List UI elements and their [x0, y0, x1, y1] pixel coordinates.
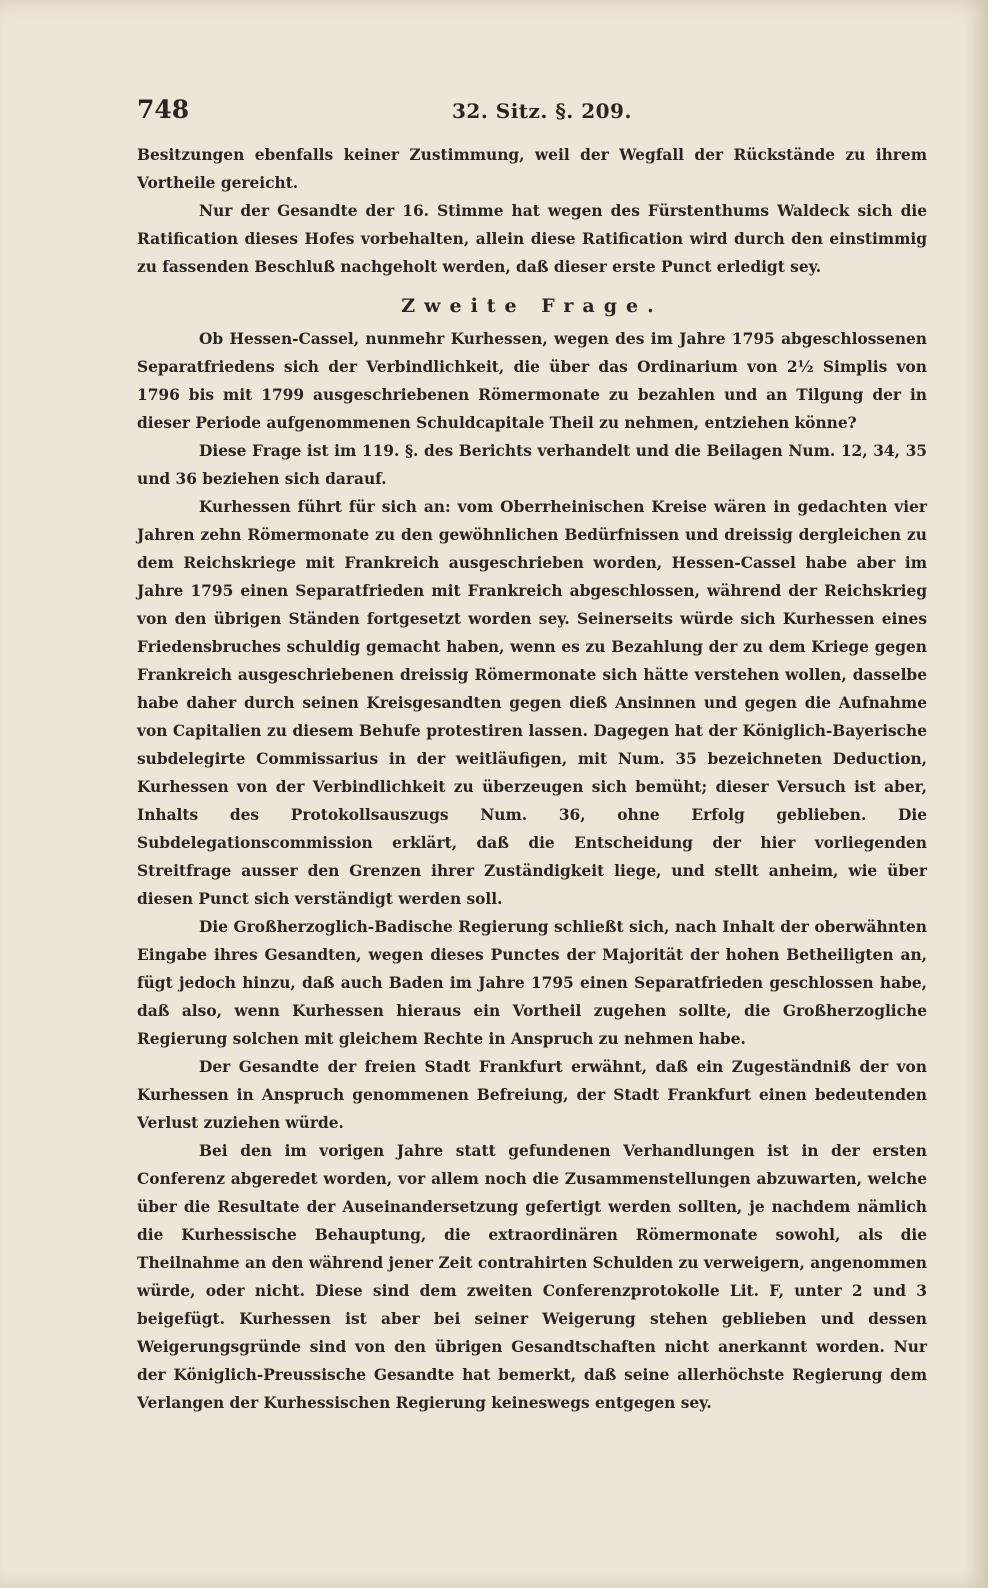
- paragraph-question: Ob Hessen-Cassel, nunmehr Kurhessen, wegen des im Jahre 1795 abgeschlossenen Separatfriedens sich der Verbindlichkeit, die über das Ordinarium von 2½ Simplis von 1796 bis mit 1799 ausgeschriebenen Römermonate zu bezahlen und an Tilgung der in dieser Periode aufgenommenen Schuldcapitale Theil zu nehmen, entziehen könne?: [137, 330, 927, 432]
- paragraph: Diese Frage ist im 119. §. des Berichts verhandelt und die Beilagen Num. 12, 34, 35 und 36 beziehen sich darauf.: [137, 442, 927, 488]
- page-body: [137, 141, 927, 1417]
- page-header: [137, 95, 927, 127]
- running-head: 32. Sitz. §. 209.: [452, 99, 632, 123]
- section-heading: Zweite Frage.: [401, 295, 663, 317]
- paragraph: Nur der Gesandte der 16. Stimme hat wegen des Fürstenthums Waldeck sich die Ratification dieses Hofes vorbehalten, allein diese Ratification wird durch den einstimmig zu fassenden Beschluß nachgeholt werden, daß dieser erste Punct erledigt sey.: [137, 202, 927, 276]
- paragraph: Bei den im vorigen Jahre statt gefundenen Verhandlungen ist in der ersten Conferenz abgeredet worden, vor allem noch die Zusammenstellungen abzuwarten, welche über die Resultate der Auseinandersetzung gefertigt werden sollten, je nachdem nämlich die Kurhessische Behauptung, die extraordinären Römermonate sowohl, als die Theilnahme an den während jener Zeit contrahirten Schulden zu verweigern, angenommen würde, oder nicht. Diese sind dem zweiten Conferenzprotokolle Lit. F, unter 2 und 3 beigefügt. Kurhessen ist aber bei seiner Weigerung stehen geblieben und dessen Weigerungsgründe sind von den übrigen Gesandtschaften nicht anerkannt worden. Nur der Königlich-Preussische Gesandte hat bemerkt, daß seine allerhöchste Regierung dem Verlangen der Kurhessischen Regierung keineswegs entgegen sey.: [137, 1142, 927, 1412]
- page-number: 748: [137, 95, 190, 124]
- paragraph: Die Großherzoglich-Badische Regierung schließt sich, nach Inhalt der oberwähnten Eingabe ihres Gesandten, wegen dieses Punctes der Majorität der hohen Betheiligten an, fügt jedoch hinzu, daß auch Baden im Jahre 1795 einen Separatfrieden geschlossen habe, daß also, wenn Kurhessen hieraus ein Vortheil zugehen sollte, die Großherzogliche Regierung solchen mit gleichem Rechte in Anspruch zu nehmen habe.: [137, 918, 927, 1048]
- paragraph-continuation: Besitzungen ebenfalls keiner Zustimmung, weil der Wegfall der Rückstände zu ihrem Vortheile gereicht.: [137, 146, 927, 192]
- paragraph: Der Gesandte der freien Stadt Frankfurt erwähnt, daß ein Zugeständniß der von Kurhessen in Anspruch genommenen Befreiung, der Stadt Frankfurt einen bedeutenden Verlust zuziehen würde.: [137, 1058, 927, 1132]
- paragraph: Kurhessen führt für sich an: vom Oberrheinischen Kreise wären in gedachten vier Jahren zehn Römermonate zu den gewöhnlichen Bedürfnissen und dreissig dergleichen zu dem Reichskriege mit Frankreich ausgeschrieben worden, Hessen-Cassel habe aber im Jahre 1795 einen Separatfrieden mit Frankreich abgeschlossen, während der Reichskrieg von den übrigen Ständen fortgesetzt worden sey. Seinerseits würde sich Kurhessen eines Friedensbruches schuldig gemacht haben, wenn es zu Bezahlung der zu dem Kriege gegen Frankreich ausgeschriebenen dreissig Römermonate sich hätte verstehen wollen, dasselbe habe daher durch seinen Kreisgesandten gegen dieß Ansinnen und gegen die Aufnahme von Capitalien zu diesem Behufe protestiren lassen. Dagegen hat der Königlich-Bayerische subdelegirte Commissarius in der weitläufigen, mit Num. 35 bezeichneten Deduction, Kurhessen von der Verbindlichkeit zu überzeugen sich bemüht; dieser Versuch ist aber, Inhalts des Protokollsauszugs Num. 36, ohne Erfolg geblieben. Die Subdelegationscommission erklärt, daß die Entscheidung der hier vorliegenden Streitfrage ausser den Grenzen ihrer Zuständigkeit liege, und stellt anheim, wie über diesen Punct sich verständigt werden soll.: [137, 498, 927, 908]
